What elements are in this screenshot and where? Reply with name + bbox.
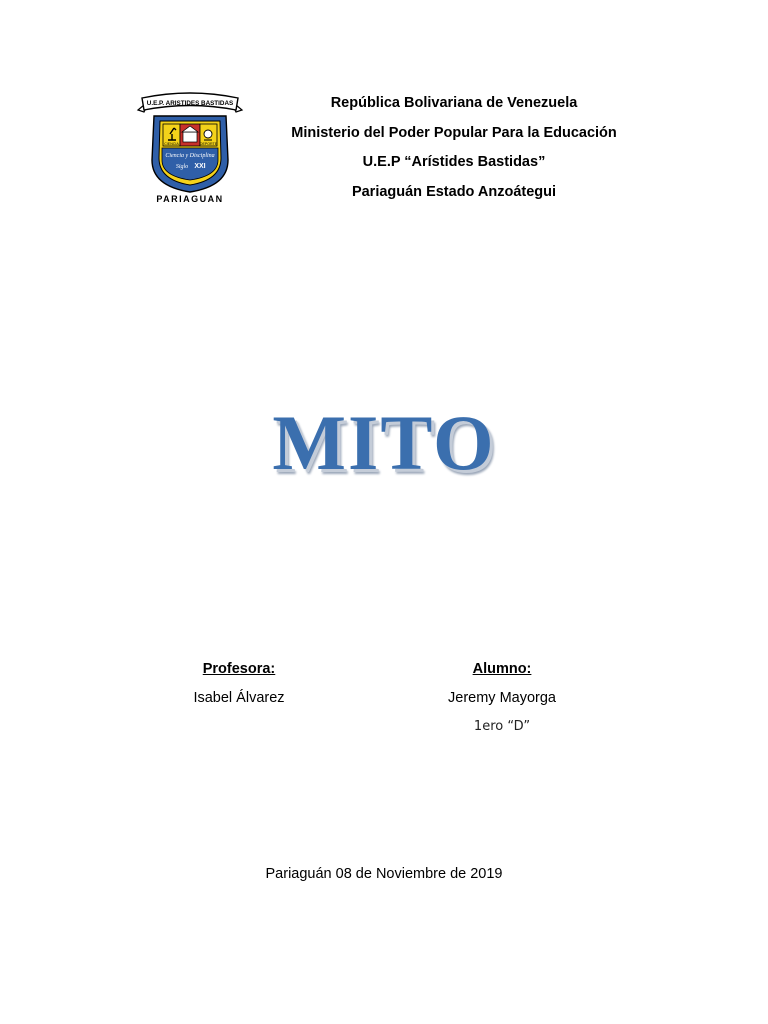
institution-header [268, 89, 640, 207]
teacher-block [129, 658, 349, 709]
document-title: MITO [272, 399, 496, 486]
logo-motto-numeral: XXI [194, 163, 206, 170]
logo-motto-line1: Ciencia y Disciplina [165, 153, 215, 159]
student-grade: 1ero “D” [473, 719, 531, 734]
student-name: Jeremy Mayorga [448, 690, 556, 706]
school-crest-icon [132, 88, 248, 208]
student-block [392, 658, 612, 737]
header-country: República Bolivariana de Venezuela [330, 95, 578, 111]
student-label: Alumno: [472, 661, 532, 677]
logo-panel-right-label: DEPORTE [199, 142, 218, 146]
school-logo [132, 88, 248, 208]
logo-panel-left-label: CIENCIA [164, 142, 179, 146]
logo-bottom-text: PARIAGUAN [156, 194, 224, 204]
header-ministry: Ministerio del Poder Popular Para la Educación [291, 124, 617, 141]
logo-motto-script: Siglo [175, 164, 189, 170]
teacher-name: Isabel Álvarez [193, 690, 285, 706]
header-school: U.E.P “Arístides Bastidas” [362, 154, 546, 170]
document-date: Pariaguán 08 de Noviembre de 2019 [265, 866, 503, 882]
logo-ribbon-text: U.E.P. ARISTIDES BASTIDAS [146, 100, 234, 107]
teacher-label: Profesora: [202, 661, 276, 677]
header-location: Pariaguán Estado Anzoátegui [351, 183, 557, 200]
